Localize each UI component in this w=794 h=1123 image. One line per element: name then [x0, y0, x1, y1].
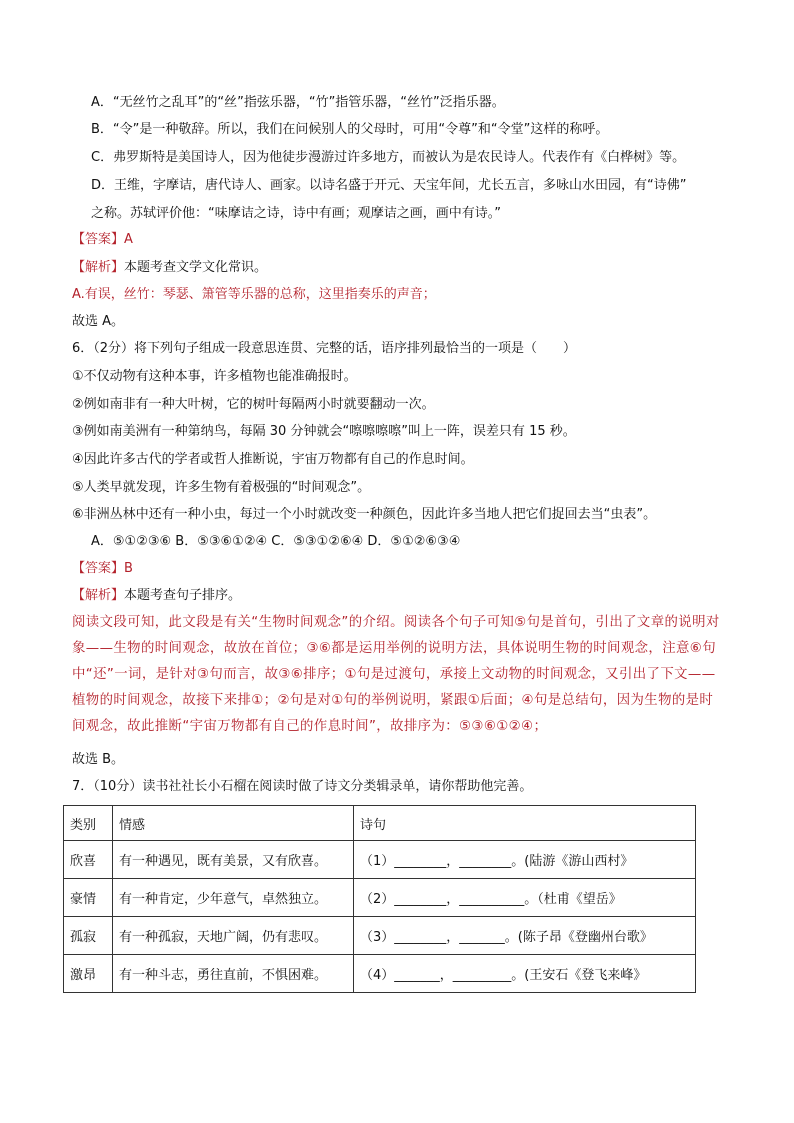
cell-emotion: 有一种孤寂，天地广阔，仍有悲叹。: [113, 917, 354, 955]
q6-sentence-1: ①不仅动物有这种本事，许多植物也能准确报时。: [72, 369, 357, 384]
q6-analysis: [72, 586, 241, 606]
q5-answer: [72, 230, 133, 250]
q5-option-a: A．“无丝竹之乱耳”的“丝”指弦乐器，“竹”指管乐器，“丝竹”泛指乐器。: [91, 95, 505, 110]
header-verse: 诗句: [354, 806, 696, 841]
answer-value: B: [124, 561, 133, 576]
q6-sentence-3: ③例如南美洲有一种第纳鸟，每隔 30 分钟就会“嚓嚓嚓嚓”叫上一阵，误差只有 15 秒。: [72, 424, 576, 439]
cell-category: 欣喜: [64, 841, 113, 879]
q5-option-d-cont: 之称。苏轼评价他：“味摩诘之诗，诗中有画；观摩诘之画，画中有诗。”: [91, 206, 501, 221]
analysis-label: 【解析】: [72, 588, 125, 603]
q6-detail: 阅读文段可知，此文段是有关“生物时间观念”的介绍。阅读各个句子可知⑤句是首句，引出了文章的说明对象——生物的时间观念，故放在首位；③⑥都是运用举例的说明方法，具体说明生物的时间观念，注意⑥句中“还”一词，是针对③句而言，故③⑥排序；①句是过渡句，承接上文动物的时间观念，又引出了下文——植物的时间观念，故接下来排①；②句是对①句的举例说明，紧跟①后面；④句是总结句，因为生物的是时间观念，故此推断“宇宙万物都有自己的作息时间”，故排序为：⑤③⑥①②④；: [72, 615, 720, 734]
table-header-row: [64, 806, 696, 841]
q6-answer: [72, 559, 133, 579]
answer-value: A: [124, 232, 133, 247]
q6-sentence-6: ⑥非洲丛林中还有一种小虫，每过一个小时就改变一种颜色，因此许多当地人把它们捉回去当“虫表”。: [72, 507, 657, 522]
table-row: [64, 917, 696, 955]
q6-question: 6．（2分）将下列句子组成一段意思连贯、完整的话，语序排列最恰当的一项是（ ）: [72, 341, 577, 356]
answer-label: 【答案】: [72, 561, 125, 576]
q5-conclusion: 故选 A。: [72, 314, 125, 329]
answer-label: 【答案】: [72, 232, 125, 247]
poem-table: [63, 805, 696, 993]
q5-option-d: D．王维，字摩诘，唐代诗人、画家。以诗名盛于开元、天宝年间，尤长五言，多咏山水田园，有“诗佛”: [91, 178, 687, 193]
q6-conclusion: 故选 B。: [72, 752, 125, 767]
q7-question: 7．（10分）读书社社长小石榴在阅读时做了诗文分类辑录单，请你帮助他完善。: [72, 779, 533, 794]
analysis-text: 本题考查文学文化常识。: [124, 260, 268, 275]
q6-sentence-4: ④因此许多古代的学者或哲人推断说，宇宙万物都有自己的作息时间。: [72, 452, 474, 467]
analysis-label: 【解析】: [72, 260, 125, 275]
q5-option-b: B．“令”是一种敬辞。所以，我们在问候别人的父母时，可用“令尊”和“令堂”这样的称呼。: [91, 122, 609, 137]
table-row: [64, 879, 696, 917]
header-category: 类别: [64, 806, 113, 841]
q5-option-c: C．弗罗斯特是美国诗人，因为他徒步漫游过许多地方，而被认为是农民诗人。代表作有《白桦树》等。: [91, 150, 686, 165]
q5-detail: A.有误，丝竹：琴瑟、箫管等乐器的总称，这里指奏乐的声音；: [72, 287, 436, 302]
cell-emotion: 有一种遇见，既有美景，又有欣喜。: [113, 841, 354, 879]
cell-verse[interactable]: （3）________，_______。(陈子昂《登幽州台歌》: [354, 917, 696, 955]
cell-verse[interactable]: （1）________，________。(陆游《游山西村》: [354, 841, 696, 879]
q6-options: A．⑤①②③⑥ B．⑤③⑥①②④ C．⑤③①②⑥④ D．⑤①②⑥③④: [91, 534, 461, 549]
cell-verse[interactable]: （2）________，__________。（杜甫《望岳》: [354, 879, 696, 917]
cell-category: 孤寂: [64, 917, 113, 955]
cell-verse[interactable]: （4）_______，_________。(王安石《登飞来峰》: [354, 955, 696, 993]
table-row: [64, 841, 696, 879]
cell-category: 激昂: [64, 955, 113, 993]
analysis-text: 本题考查句子排序。: [124, 588, 242, 603]
cell-category: 豪情: [64, 879, 113, 917]
q5-analysis: [72, 258, 267, 278]
cell-emotion: 有一种肯定，少年意气，卓然独立。: [113, 879, 354, 917]
table-row: [64, 955, 696, 993]
header-emotion: 情感: [113, 806, 354, 841]
q6-sentence-5: ⑤人类早就发现，许多生物有着极强的“时间观念”。: [72, 480, 371, 495]
q6-sentence-2: ②例如南非有一种大叶树，它的树叶每隔两小时就要翻动一次。: [72, 397, 435, 412]
cell-emotion: 有一种斗志，勇往直前，不惧困难。: [113, 955, 354, 993]
